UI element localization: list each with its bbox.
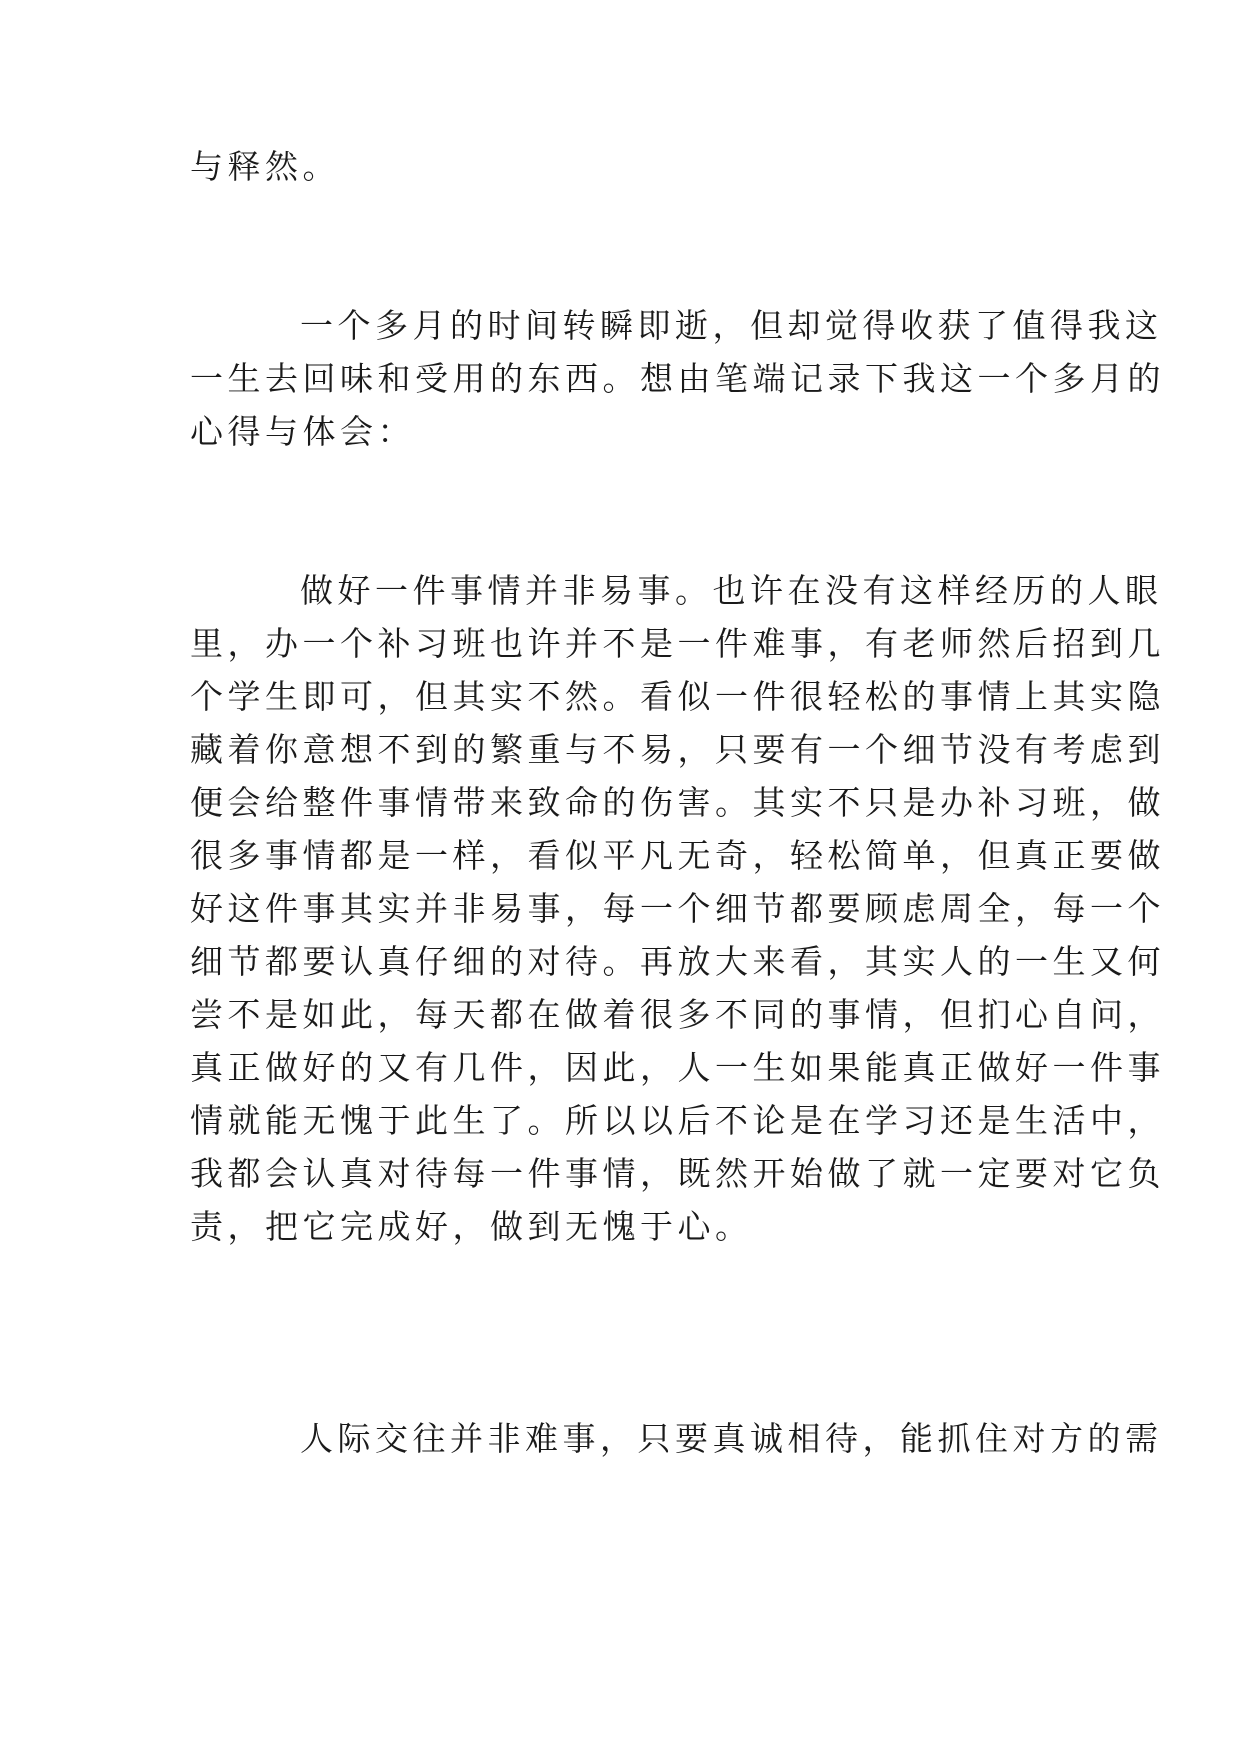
paragraph-2-line-6: 很多事情都是一样，看似平凡无奇，轻松简单，但真正要做	[190, 836, 1165, 875]
paragraph-2-line-5: 便会给整件事情带来致命的伤害。其实不只是办补习班，做	[190, 783, 1165, 822]
paragraph-2-line-12: 我都会认真对待每一件事情，既然开始做了就一定要对它负	[190, 1154, 1165, 1193]
paragraph-1-line-1: 一个多月的时间转瞬即逝，但却觉得收获了值得我这	[300, 306, 1163, 345]
paragraph-3-line-1: 人际交往并非难事，只要真诚相待，能抓住对方的需	[300, 1419, 1163, 1458]
paragraph-fragment-line: 与释然。	[190, 147, 340, 186]
paragraph-1-line-2: 一生去回味和受用的东西。想由笔端记录下我这一个多月的	[190, 359, 1165, 398]
paragraph-2-line-8: 细节都要认真仔细的对待。再放大来看，其实人的一生又何	[190, 942, 1165, 981]
paragraph-2-line-9: 尝不是如此，每天都在做着很多不同的事情，但扪心自问，	[190, 995, 1165, 1034]
paragraph-2-line-11: 情就能无愧于此生了。所以以后不论是在学习还是生活中，	[190, 1101, 1165, 1140]
paragraph-2-line-13: 责，把它完成好，做到无愧于心。	[190, 1207, 753, 1246]
paragraph-2-line-3: 个学生即可，但其实不然。看似一件很轻松的事情上其实隐	[190, 677, 1165, 716]
paragraph-2-line-4: 藏着你意想不到的繁重与不易，只要有一个细节没有考虑到	[190, 730, 1165, 769]
paragraph-1-line-3: 心得与体会：	[190, 412, 415, 451]
paragraph-2-line-1: 做好一件事情并非易事。也许在没有这样经历的人眼	[300, 571, 1163, 610]
paragraph-2-line-7: 好这件事其实并非易事，每一个细节都要顾虑周全，每一个	[190, 889, 1165, 928]
paragraph-2-line-2: 里，办一个补习班也许并不是一件难事，有老师然后招到几	[190, 624, 1165, 663]
paragraph-2-line-10: 真正做好的又有几件，因此，人一生如果能真正做好一件事	[190, 1048, 1165, 1087]
